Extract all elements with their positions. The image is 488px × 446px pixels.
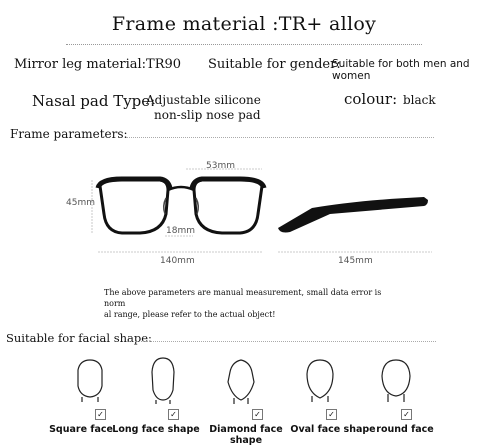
total-width-dim: 140mm: [160, 256, 195, 266]
long-face-icon: [152, 358, 174, 404]
colour-label: colour:: [344, 90, 398, 108]
note-line-2: al range, please refer to the actual object!: [104, 310, 276, 319]
mirror-leg-value: TR90: [146, 57, 182, 72]
long-face-check-icon: ✓: [168, 409, 179, 420]
temple-length-dim: 145mm: [338, 256, 373, 266]
nasal-pad-value-line1: Adjustable silicone: [146, 93, 261, 107]
oval-face-label: Oval face shape: [290, 424, 376, 435]
square-face-label: Square face: [49, 424, 113, 435]
frame-params-label: Frame parameters:: [10, 127, 128, 141]
facial-label: Suitable for facial shape:: [6, 331, 152, 345]
gender-label: Suitable for gender:: [208, 57, 341, 72]
page-title: Frame material :TR+ alloy: [111, 13, 377, 35]
round-face-label: round face: [376, 424, 434, 435]
round-face-check-icon: ✓: [401, 409, 412, 420]
bridge-dim: 18mm: [166, 226, 195, 236]
note-line-1: The above parameters are manual measurement, small data error is norm: [104, 288, 382, 308]
oval-face-check-icon: ✓: [326, 409, 337, 420]
long-face-label: Long face shape: [112, 424, 200, 435]
square-face-icon: [78, 360, 102, 402]
round-face-icon: [382, 360, 410, 402]
diamond-face-icon: [228, 360, 254, 404]
oval-face-icon: [307, 360, 333, 402]
mirror-leg-label: Mirror leg material:: [14, 57, 147, 72]
diamond-face-label: Diamond face shape: [209, 424, 283, 446]
nasal-pad-value-line2: non-slip nose pad: [154, 108, 261, 122]
square-face-check-icon: ✓: [95, 409, 106, 420]
colour-value: black: [403, 93, 436, 107]
nasal-pad-label: Nasal pad Type:: [32, 92, 156, 110]
gender-value: Suitable for both men and women: [332, 58, 470, 82]
lens-height-dim: 45mm: [66, 198, 95, 208]
diamond-face-check-icon: ✓: [252, 409, 263, 420]
lens-width-dim: 53mm: [206, 161, 235, 171]
